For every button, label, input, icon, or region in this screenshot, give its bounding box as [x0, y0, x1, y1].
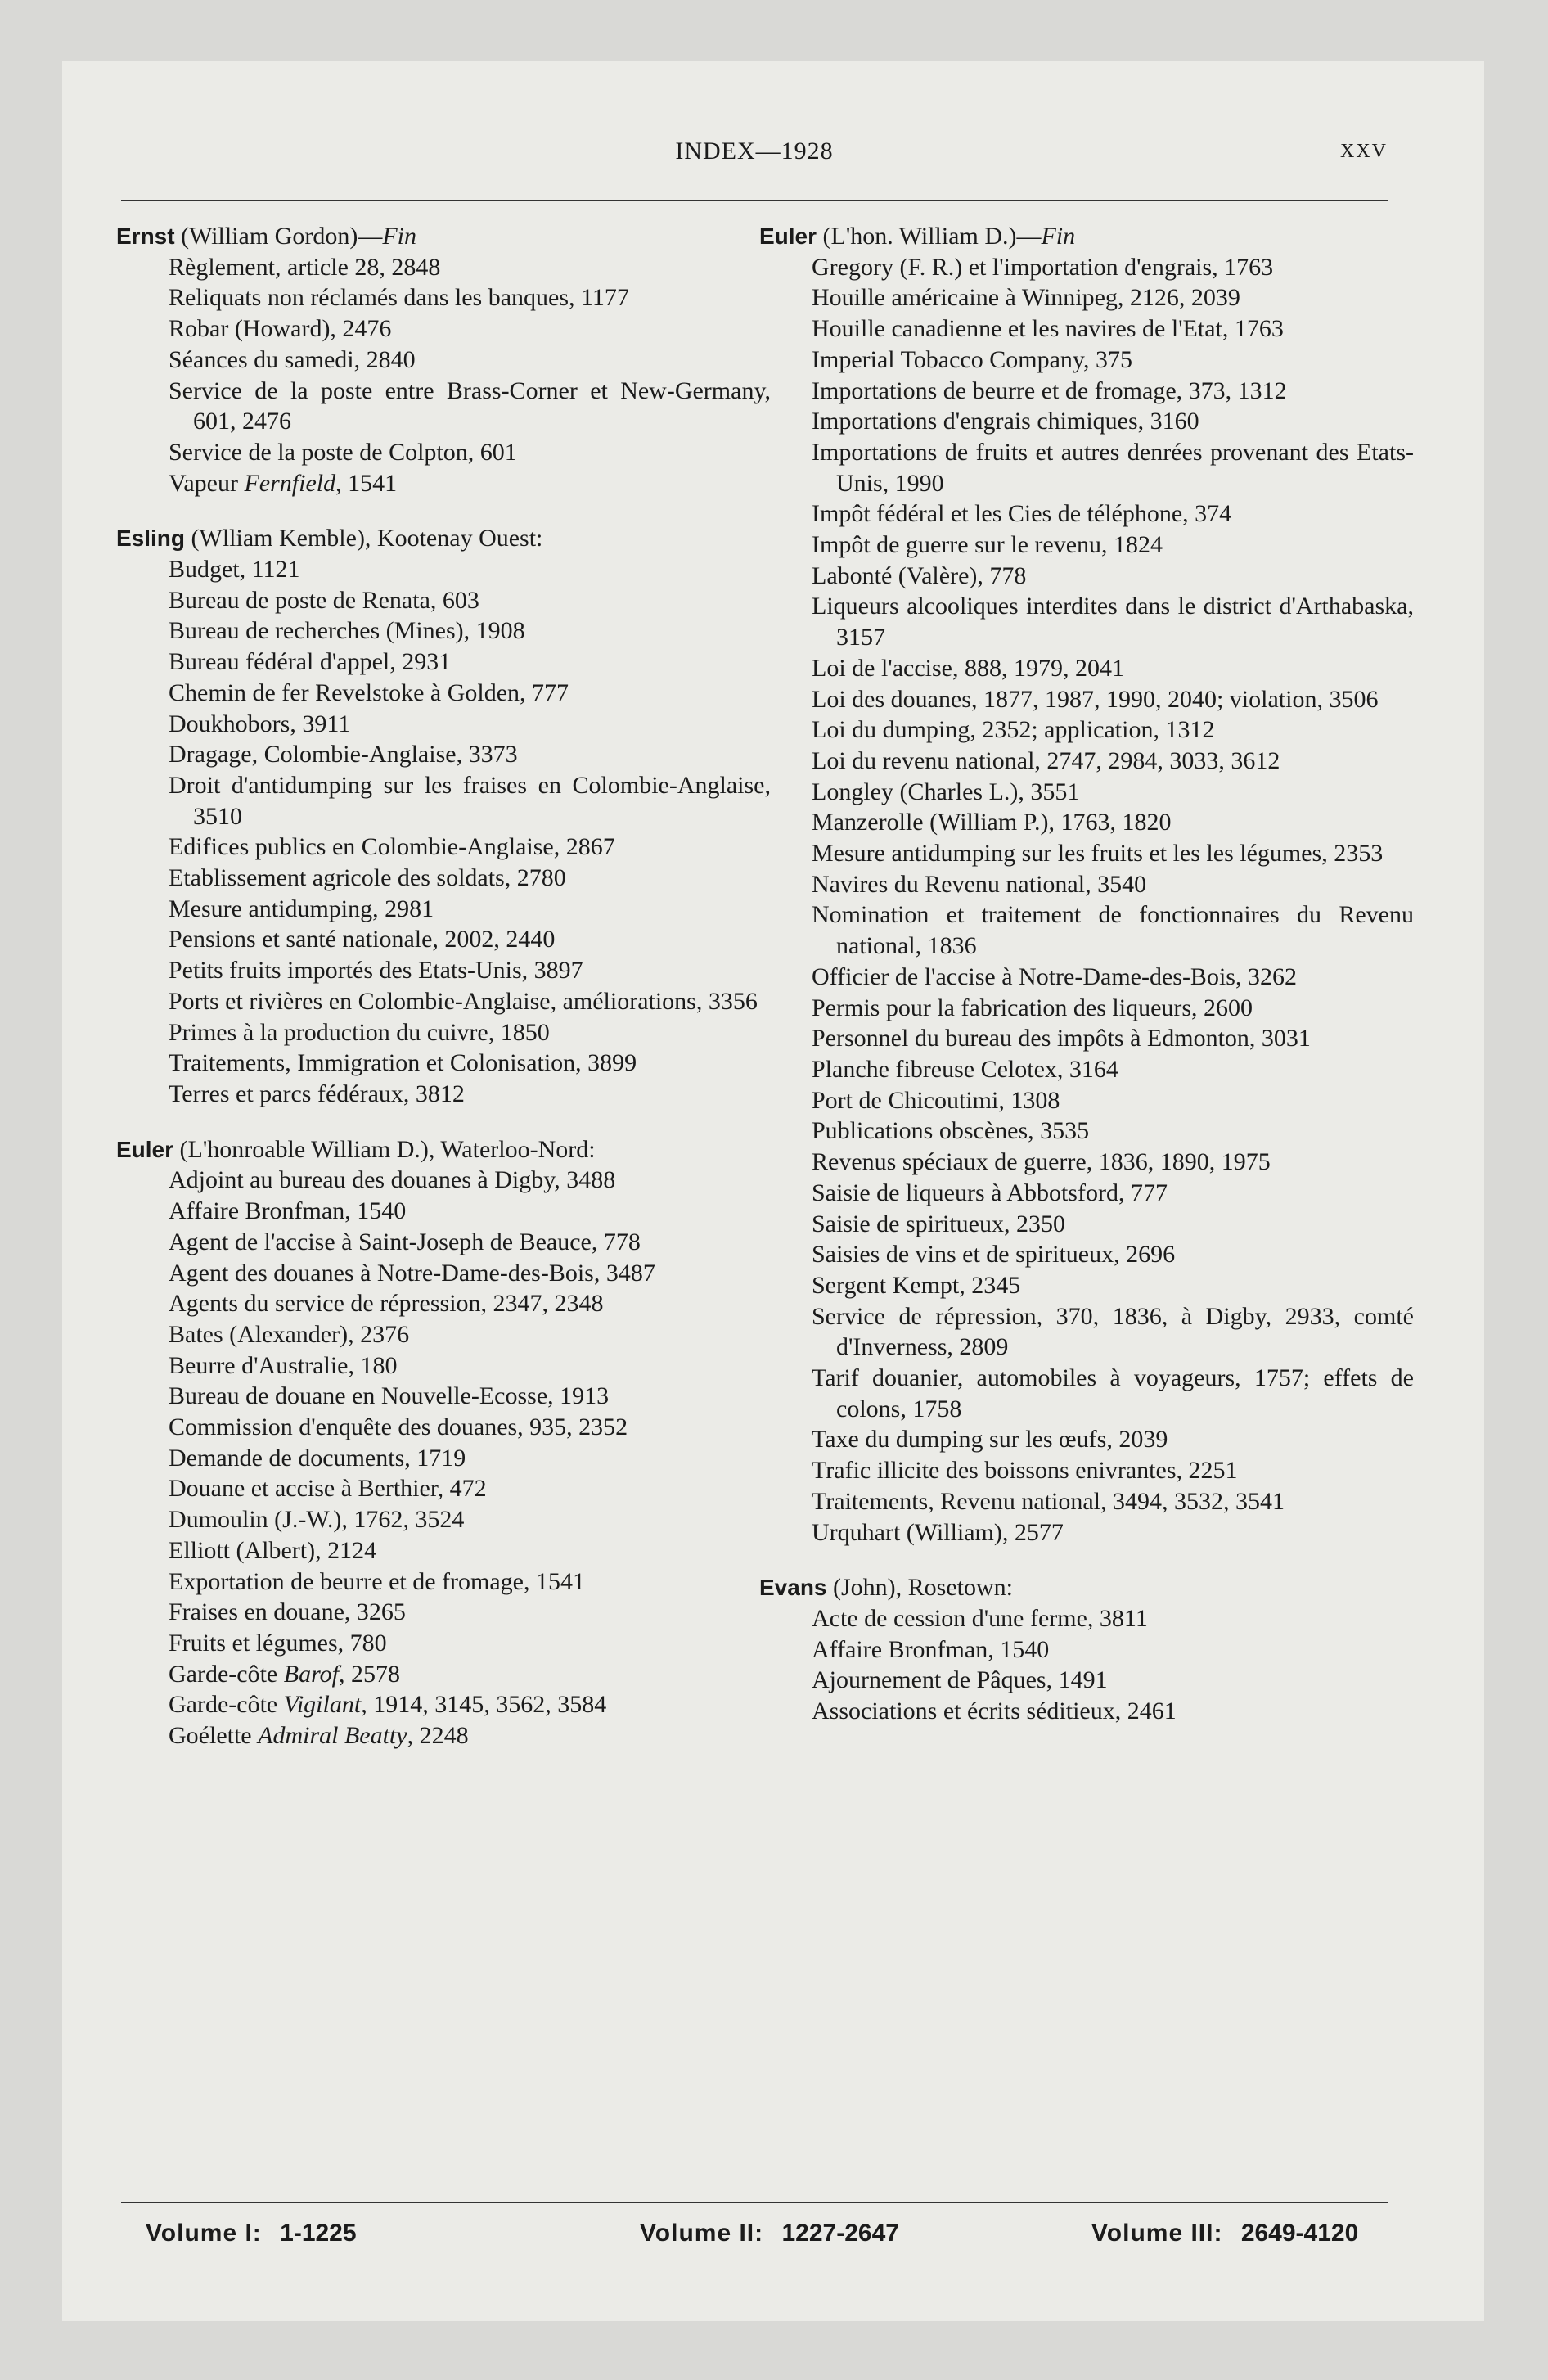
- volume-footer: [146, 2220, 1388, 2261]
- index-subentry: Gregory (F. R.) et l'importation d'engrais, 1763: [812, 253, 1274, 281]
- entry-heading: [116, 523, 771, 554]
- index-subentry: Reliquats non réclamés dans les banques, 1177: [169, 284, 629, 312]
- index-subentry: Exportation de beurre et de fromage, 1541: [169, 1567, 585, 1595]
- index-subentry: Loi du dumping, 2352; application, 1312: [812, 716, 1215, 744]
- right-column: [759, 221, 1414, 1751]
- index-subentry: Agent de l'accise à Saint-Joseph de Beauce, 778: [169, 1228, 641, 1255]
- index-subentry: Labonté (Valère), 778: [812, 561, 1027, 589]
- entry-heading: [116, 221, 771, 252]
- footer-rule: [121, 2202, 1388, 2203]
- index-subentry: Bureau de recherches (Mines), 1908: [169, 617, 525, 645]
- index-subentry: Dumoulin (J.-W.), 1762, 3524: [169, 1506, 465, 1534]
- volume-2: [640, 2220, 899, 2247]
- index-subentry: Imperial Tobacco Company, 375: [812, 345, 1132, 373]
- member-name: Euler: [759, 223, 817, 249]
- index-subentry: Agents du service de répression, 2347, 2348: [169, 1290, 604, 1318]
- index-entry: [116, 1134, 771, 1751]
- index-subentry: Personnel du bureau des impôts à Edmonton, 3031: [812, 1025, 1311, 1053]
- index-subentry: Saisies de vins et de spiritueux, 2696: [812, 1241, 1176, 1269]
- index-subentry: Revenus spéciaux de guerre, 1836, 1890, 1975: [812, 1148, 1271, 1176]
- index-subentry: Navires du Revenu national, 3540: [812, 870, 1147, 898]
- index-subentry: Edifices publics en Colombie-Anglaise, 2867: [169, 833, 615, 861]
- index-subentry: Service de la poste entre Brass-Corner et New-Germany, 601, 2476: [169, 376, 771, 435]
- index-subentry: Saisie de spiritueux, 2350: [812, 1210, 1065, 1237]
- index-subentry: Impôt de guerre sur le revenu, 1824: [812, 531, 1163, 559]
- running-title: INDEX—1928: [675, 137, 834, 165]
- member-details: (L'hon. William D.)—: [817, 223, 1042, 250]
- entry-heading: [759, 1572, 1414, 1603]
- volume-3-label: Volume III:: [1091, 2220, 1223, 2247]
- header-rule: [121, 200, 1388, 201]
- index-subentry: Nomination et traitement de fonctionnaires du Revenu national, 1836: [812, 901, 1414, 960]
- index-subentry: Adjoint au bureau des douanes à Digby, 3488: [169, 1166, 616, 1194]
- index-subentry: Elliott (Albert), 2124: [169, 1536, 377, 1564]
- index-entry: [759, 221, 1414, 1548]
- index-subentry: Planche fibreuse Celotex, 3164: [812, 1055, 1118, 1083]
- index-subentry: Commission d'enquête des douanes, 935, 2352: [169, 1413, 628, 1441]
- volume-2-range: 1227-2647: [781, 2220, 899, 2247]
- index-subentry: Dragage, Colombie-Anglaise, 3373: [169, 741, 518, 769]
- member-name: Euler: [116, 1136, 174, 1162]
- index-subentry: Manzerolle (William P.), 1763, 1820: [812, 809, 1172, 836]
- index-subentry: Agent des douanes à Notre-Dame-des-Bois, 3487: [169, 1259, 655, 1287]
- index-subentry: Bureau de douane en Nouvelle-Ecosse, 1913: [169, 1382, 610, 1410]
- page-number: XXV: [1340, 141, 1388, 162]
- index-page: [62, 61, 1484, 2321]
- left-column: [116, 221, 771, 1776]
- continuation-marker: Fin: [382, 223, 416, 250]
- index-entry: [116, 221, 771, 498]
- index-subentry: Saisie de liqueurs à Abbotsford, 777: [812, 1179, 1168, 1206]
- index-subentry: Fraises en douane, 3265: [169, 1598, 406, 1626]
- index-subentry: Traitements, Revenu national, 3494, 3532, 3541: [812, 1487, 1285, 1515]
- index-subentry: Garde-côte Vigilant, 1914, 3145, 3562, 3584: [169, 1691, 607, 1719]
- index-subentry: Règlement, article 28, 2848: [169, 253, 441, 281]
- member-details: (William Gordon)—: [174, 223, 383, 250]
- index-subentry: Mesure antidumping, 2981: [169, 895, 434, 922]
- index-subentry: Ajournement de Pâques, 1491: [812, 1666, 1108, 1694]
- index-subentry: Publications obscènes, 3535: [812, 1117, 1090, 1145]
- index-subentry: Importations de fruits et autres denrées provenant des Etats-Unis, 1990: [812, 438, 1414, 497]
- member-name: Ernst: [116, 223, 175, 249]
- index-subentry: Port de Chicoutimi, 1308: [812, 1086, 1060, 1114]
- index-subentry: Loi du revenu national, 2747, 2984, 3033, 3612: [812, 746, 1280, 774]
- member-name: Esling: [116, 525, 186, 552]
- index-subentry: Robar (Howard), 2476: [169, 315, 392, 343]
- volume-1-label: Volume I:: [146, 2220, 262, 2247]
- index-subentry: Bureau de poste de Renata, 603: [169, 586, 479, 614]
- index-subentry: Importations de beurre et de fromage, 373, 1312: [812, 376, 1287, 404]
- continuation-marker: Fin: [1041, 223, 1076, 250]
- index-subentry: Goélette Admiral Beatty, 2248: [169, 1722, 469, 1750]
- index-subentry: Houille américaine à Winnipeg, 2126, 2039: [812, 284, 1240, 312]
- member-name: Evans: [759, 1575, 827, 1601]
- member-details: (John), Rosetown:: [826, 1574, 1013, 1602]
- index-subentry: Séances du samedi, 2840: [169, 345, 416, 373]
- index-subentry: Chemin de fer Revelstoke à Golden, 777: [169, 678, 569, 706]
- index-subentry: Sergent Kempt, 2345: [812, 1271, 1021, 1299]
- page-header: [121, 137, 1388, 178]
- volume-1-range: 1-1225: [280, 2220, 357, 2247]
- index-subentry: Permis pour la fabrication des liqueurs, 2600: [812, 994, 1253, 1021]
- index-subentry: Douane et accise à Berthier, 472: [169, 1475, 487, 1503]
- index-subentry: Beurre d'Australie, 180: [169, 1351, 398, 1379]
- index-subentry: Primes à la production du cuivre, 1850: [169, 1018, 550, 1046]
- index-subentry: Officier de l'accise à Notre-Dame-des-Bois, 3262: [812, 962, 1297, 990]
- index-subentry: Houille canadienne et les navires de l'Etat, 1763: [812, 315, 1284, 343]
- entry-heading: [116, 1134, 771, 1165]
- index-subentry: Importations d'engrais chimiques, 3160: [812, 408, 1199, 435]
- volume-2-label: Volume II:: [640, 2220, 764, 2247]
- index-subentry: Mesure antidumping sur les fruits et les les légumes, 2353: [812, 840, 1384, 868]
- index-subentry: Impôt fédéral et les Cies de téléphone, 374: [812, 500, 1232, 528]
- index-subentry: Budget, 1121: [169, 556, 300, 584]
- index-subentry: Ports et rivières en Colombie-Anglaise, améliorations, 3356: [169, 987, 758, 1015]
- entry-heading: [759, 221, 1414, 252]
- index-subentry: Tarif douanier, automobiles à voyageurs, 1757; effets de colons, 1758: [812, 1364, 1414, 1422]
- index-subentry: Demande de documents, 1719: [169, 1444, 466, 1472]
- index-subentry: Garde-côte Barof, 2578: [169, 1660, 400, 1688]
- index-subentry: Service de répression, 370, 1836, à Digby, 2933, comté d'Inverness, 2809: [812, 1302, 1414, 1361]
- index-subentry: Loi de l'accise, 888, 1979, 2041: [812, 654, 1124, 682]
- index-subentry: Fruits et légumes, 780: [169, 1629, 387, 1657]
- index-entry: [759, 1572, 1414, 1727]
- index-subentry: Trafic illicite des boissons enivrantes, 2251: [812, 1457, 1238, 1485]
- index-subentry: Bureau fédéral d'appel, 2931: [169, 648, 452, 676]
- index-subentry: Acte de cession d'une ferme, 3811: [812, 1604, 1148, 1632]
- index-subentry: Service de la poste de Colpton, 601: [169, 438, 517, 466]
- index-subentry: Droit d'antidumping sur les fraises en Colombie-Anglaise, 3510: [169, 771, 771, 830]
- index-subentry: Vapeur Fernfield, 1541: [169, 469, 398, 497]
- index-subentry: Petits fruits importés des Etats-Unis, 3897: [169, 957, 583, 985]
- index-subentry: Loi des douanes, 1877, 1987, 1990, 2040; violation, 3506: [812, 685, 1379, 713]
- index-subentry: Terres et parcs fédéraux, 3812: [169, 1080, 465, 1107]
- volume-3-range: 2649-4120: [1240, 2220, 1359, 2247]
- member-details: (L'honroable William D.), Waterloo-Nord:: [173, 1135, 596, 1163]
- index-entry: [116, 523, 771, 1109]
- index-subentry: Longley (Charles L.), 3551: [812, 778, 1080, 805]
- index-subentry: Bates (Alexander), 2376: [169, 1320, 410, 1348]
- member-details: (Wlliam Kemble), Kootenay Ouest:: [185, 525, 543, 552]
- index-subentry: Urquhart (William), 2577: [812, 1518, 1064, 1546]
- index-subentry: Doukhobors, 3911: [169, 710, 351, 737]
- volume-3: [1091, 2220, 1358, 2247]
- index-subentry: Taxe du dumping sur les œufs, 2039: [812, 1426, 1168, 1454]
- index-subentry: Pensions et santé nationale, 2002, 2440: [169, 926, 556, 953]
- index-subentry: Affaire Bronfman, 1540: [812, 1635, 1050, 1663]
- index-subentry: Associations et écrits séditieux, 2461: [812, 1697, 1177, 1725]
- index-subentry: Traitements, Immigration et Colonisation, 3899: [169, 1049, 637, 1077]
- index-subentry: Etablissement agricole des soldats, 2780: [169, 864, 566, 892]
- volume-1: [146, 2220, 357, 2247]
- index-subentry: Affaire Bronfman, 1540: [169, 1197, 407, 1225]
- index-subentry: Liqueurs alcooliques interdites dans le district d'Arthabaska, 3157: [812, 593, 1414, 651]
